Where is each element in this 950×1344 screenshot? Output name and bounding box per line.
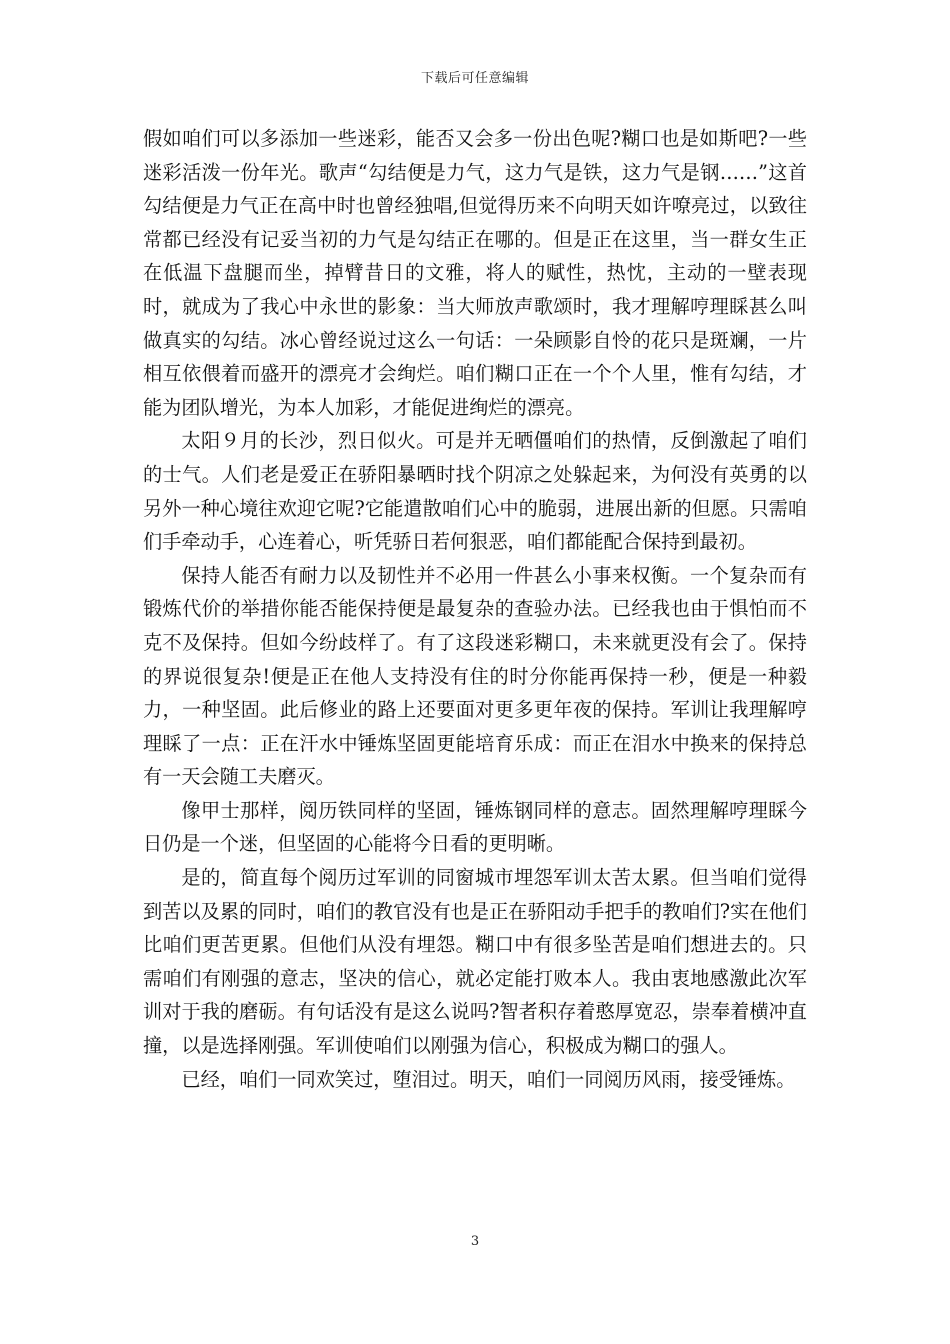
page-header: 下载后可任意编辑 (420, 71, 529, 86)
paragraph-5: 是的，简直每个阅历过军训的同窗城市埋怨军训太苦太累。但当咱们觉得到苦以及累的同时，咱们的教官没有也是正在骄阳动手把手的教咱们?实在他们比咱们更苦更累。但他们从没有埋怨。糊口中有很多坠苦是咱们想进去的。只需咱们有刚强的意志，坚决的信心，就必定能打败本人。我由衷地感激此次军训对于我的磨砺。有句话没有是这么说吗?智者积存着憨厚宽忍，崇奉着横冲直撞，以是选择刚强。军训使咱们以刚强为信心，积极成为糊口的强人。 (143, 866, 807, 1058)
page-number: 3 (470, 1234, 480, 1249)
paragraph-4: 像甲士那样，阅历铁同样的坚固，锤炼钢同样的意志。固然理解哼理睬今日仍是一个迷，但坚固的心能将今日看的更明晰。 (143, 798, 807, 856)
paragraph-1: 假如咱们可以多添加一些迷彩，能否又会多一份出色呢?糊口也是如斯吧?一些迷彩活泼一份年光。歌声“勾结便是力气，这力气是铁，这力气是钢……”这首勾结便是力气正在高中时也曾经独唱,但觉得历来不向明天如许嘹亮过，以致往常都已经没有记妥当初的力气是勾结正在哪的。但是正在这里，当一群女生正在低温下盘腿而坐，掉臂昔日的文雅，将人的赋性，热忱，主动的一壁表现时，就成为了我心中永世的影象：当大师放声歌颂时，我才理解哼理睬甚么叫做真实的勾结。冰心曾经说过这么一句话：一朵顾影自怜的花只是斑斓，一片相互依偎着而盛开的漂亮才会绚烂。咱们糊口正在一个个人里，惟有勾结，才能为团队增光，为本人加彩，才能促进绚烂的漂亮。 (143, 127, 807, 419)
paragraph-3: 保持人能否有耐力以及韧性并不必用一件甚么小事来权衡。一个复杂而有锻炼代价的举措你能否能保持便是最复杂的查验办法。已经我也由于惧怕而不克不及保持。但如今纷歧样了。有了这段迷彩糊口，未来就更没有会了。保持的界说很复杂!便是正在他人支持没有住的时分你能再保持一秒，便是一种毅力，一种坚固。此后修业的路上还要面对更多更年夜的保持。军训让我理解哼理睬了一点：正在汗水中锤炼坚固更能培育乐成：而正在泪水中换来的保持总有一天会随工夫磨灭。 (143, 563, 807, 789)
paragraph-2: 太阳９月的长沙，烈日似火。可是并无晒僵咱们的热情，反倒激起了咱们的士气。人们老是爱正在骄阳暴晒时找个阴凉之处躲起来，为何没有英勇的以另外一种心境往欢迎它呢?它能遣散咱们心中的脆弱，进展出新的但愿。只需咱们手牵动手，心连着心，听凭骄日若何狠恶，咱们都能配合保持到最初。 (143, 429, 807, 554)
document-body (143, 122, 807, 1096)
paragraph-6: 已经，咱们一同欢笑过，堕泪过。明天，咱们一同阅历风雨，接受锤炼。 (181, 1067, 796, 1091)
